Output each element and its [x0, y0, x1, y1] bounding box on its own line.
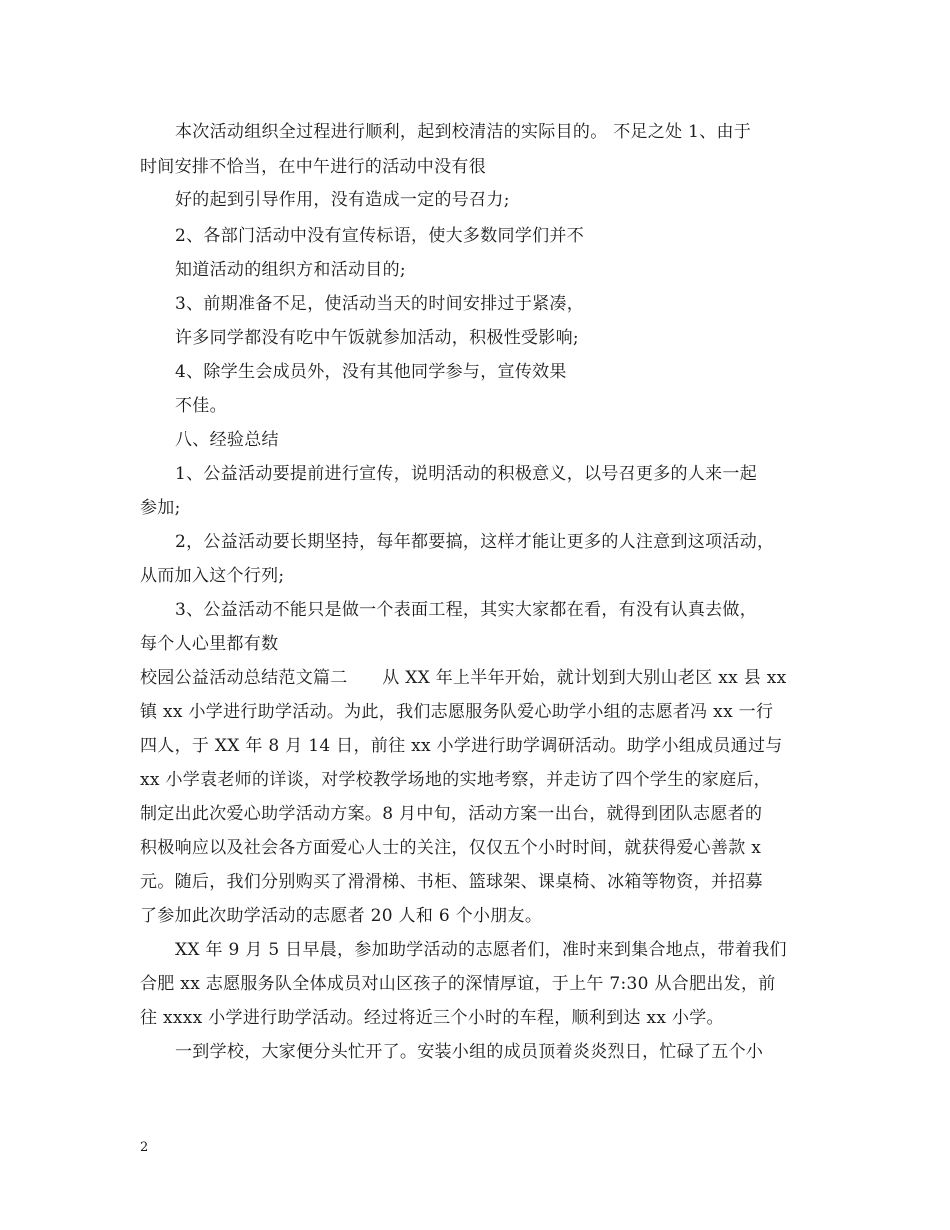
- text-line: 往 xxxx 小学进行助学活动。经过将近三个小时的车程，顺利到达 xx 小学。: [140, 1008, 724, 1028]
- text-line: 2、各部门活动中没有宣传标语，使大多数同学们并不: [175, 226, 585, 246]
- text-line: 元。随后，我们分别购买了滑滑梯、书柜、篮球架、课桌椅、冰箱等物资，并招募: [140, 872, 763, 892]
- text-line: 许多同学都没有吃中午饭就参加活动，积极性受影响;: [175, 328, 579, 348]
- text-line: 知道活动的组织方和活动目的;: [175, 260, 406, 280]
- text-line: XX 年 9 月 5 日早晨，参加助学活动的志愿者们，准时来到集合地点，带着我们: [175, 940, 787, 960]
- text-line: 参加;: [140, 498, 181, 518]
- text-line: 2，公益活动要长期坚持，每年都要搞，这样才能让更多的人注意到这项活动，: [175, 532, 775, 552]
- text-line: 合肥 xx 志愿服务队全体成员对山区孩子的深情厚谊，于上午 7:30 从合肥出发，前: [140, 974, 776, 994]
- page-number: 2: [140, 1140, 149, 1155]
- text-line: 本次活动组织全过程进行顺利，起到校清洁的实际目的。 不足之处 1、由于: [175, 122, 752, 142]
- text-line: xx 小学袁老师的详谈，对学校教学场地的实地考察，并走访了四个学生的家庭后，: [140, 770, 771, 790]
- text-line: 积极响应以及社会各方面爱心人士的关注，仅仅五个小时时间，就获得爱心善款 x: [140, 838, 762, 858]
- text-line: 时间安排不恰当，在中午进行的活动中没有很: [140, 157, 486, 177]
- text-line: 了参加此次助学活动的志愿者 20 人和 6 个小朋友。: [140, 906, 543, 926]
- text-line: 一到学校，大家便分头忙开了。安装小组的成员顶着炎炎烈日，忙碌了五个小: [175, 1042, 764, 1062]
- text-line: 校园公益活动总结范文篇二 从 XX 年上半年开始，就计划到大别山老区 xx 县 xx: [140, 668, 787, 688]
- text-line: 镇 xx 小学进行助学活动。为此，我们志愿服务队爱心助学小组的志愿者冯 xx 一行: [140, 702, 774, 722]
- text-line: 制定出此次爱心助学活动方案。8 月中旬，活动方案一出台，就得到团队志愿者的: [140, 804, 763, 824]
- text-line: 不佳。: [175, 396, 227, 416]
- text-line: 4、除学生会成员外，没有其他同学参与，宣传效果: [175, 362, 567, 382]
- text-line: 3、前期准备不足，使活动当天的时间安排过于紧凑，: [175, 294, 585, 314]
- text-line: 每个人心里都有数: [140, 634, 279, 654]
- text-line: 1、公益活动要提前进行宣传，说明活动的积极意义，以号召更多的人来一起: [175, 464, 758, 484]
- text-line: 四人，于 XX 年 8 月 14 日，前往 xx 小学进行助学调研活动。助学小组成员通过与: [140, 736, 783, 756]
- section-heading: 八、经验总结: [175, 430, 279, 450]
- text-line: 从而加入这个行列;: [140, 566, 285, 586]
- text-line: 好的起到引导作用，没有造成一定的号召力;: [175, 190, 510, 210]
- text-line: 3、公益活动不能只是做一个表面工程，其实大家都在看，有没有认真去做，: [175, 600, 758, 620]
